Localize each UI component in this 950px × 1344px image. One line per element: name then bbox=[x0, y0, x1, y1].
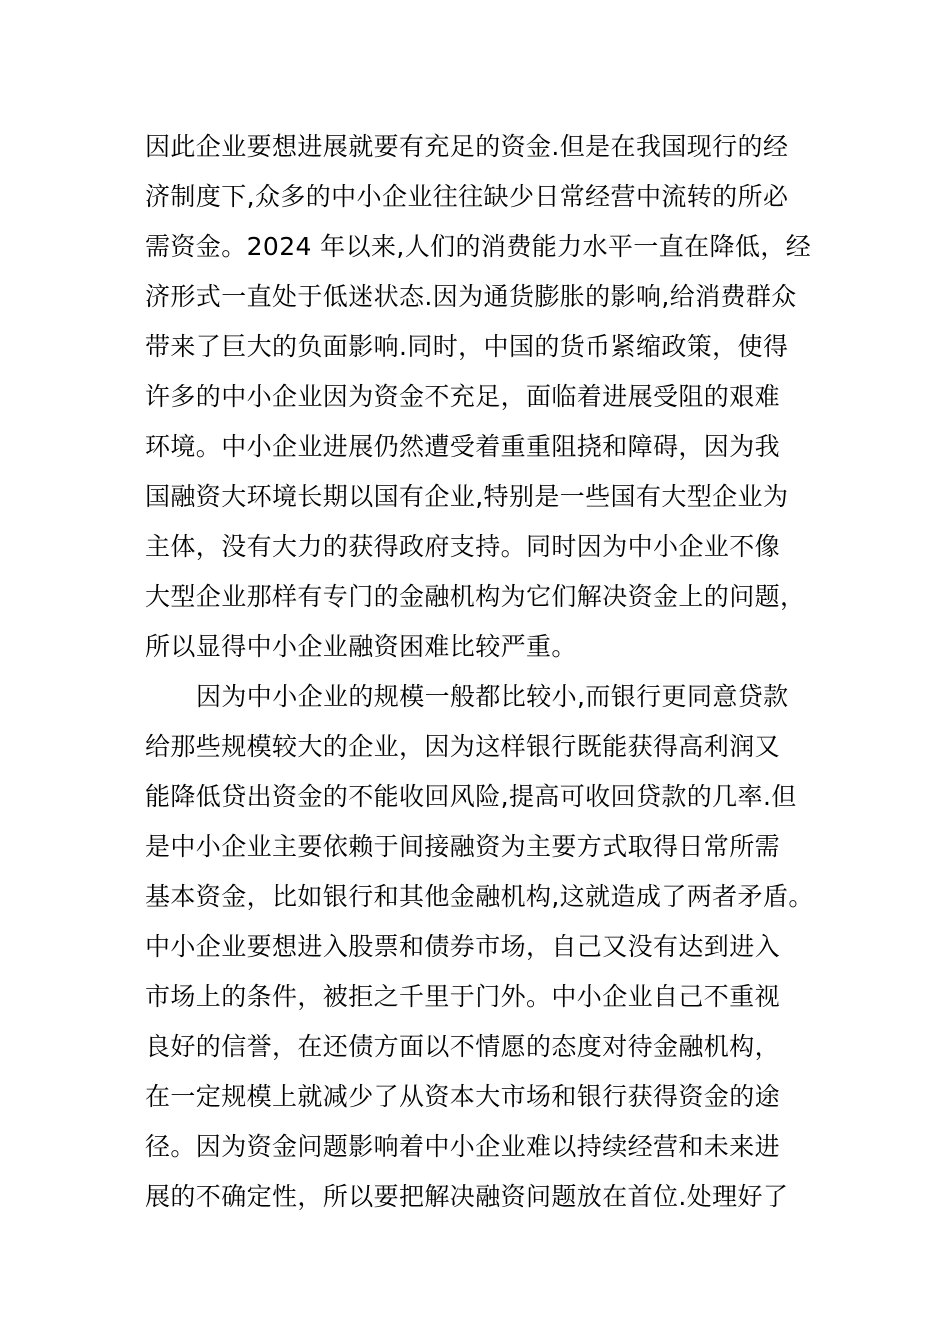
paragraph-2 bbox=[145, 672, 815, 1222]
text-line: 基本资金，比如银行和其他金融机构,这就造成了两者矛盾。 bbox=[145, 882, 814, 911]
text-line: 主体，没有大力的获得政府支持。同时因为中小企业不像 bbox=[145, 532, 781, 561]
text-line: 径。因为资金问题影响着中小企业难以持续经营和未来进 bbox=[145, 1132, 781, 1161]
text-line: 良好的信誉，在还债方面以不情愿的态度对待金融机构， bbox=[145, 1032, 781, 1061]
text-line: 济制度下,众多的中小企业往往缺少日常经营中流转的所必 bbox=[145, 182, 789, 211]
text-line-first-indented: 因为中小企业的规模一般都比较小,而银行更同意贷款 bbox=[196, 682, 789, 711]
text-line: 所以显得中小企业融资困难比较严重。 bbox=[145, 632, 577, 661]
body-text bbox=[145, 122, 815, 1222]
text-line: 因此企业要想进展就要有充足的资金.但是在我国现行的经 bbox=[145, 132, 789, 161]
text-line: 在一定规模上就减少了从资本大市场和银行获得资金的途 bbox=[145, 1082, 781, 1111]
paragraph-1 bbox=[145, 122, 815, 672]
text-line: 大型企业那样有专门的金融机构为它们解决资金上的问题， bbox=[145, 582, 806, 611]
text-line: 市场上的条件，被拒之千里于门外。中小企业自己不重视 bbox=[145, 982, 781, 1011]
text-line: 国融资大环境长期以国有企业,特别是一些国有大型企业为 bbox=[145, 482, 789, 511]
text-line: 能降低贷出资金的不能收回风险,提高可收回贷款的几率.但 bbox=[145, 782, 797, 811]
text-line: 许多的中小企业因为资金不充足，面临着进展受阻的艰难 bbox=[145, 382, 781, 411]
text-line: 环境。中小企业进展仍然遭受着重重阻挠和障碍，因为我 bbox=[145, 432, 781, 461]
text-line: 展的不确定性，所以要把解决融资问题放在首位.处理好了 bbox=[145, 1182, 789, 1211]
text-line: 给那些规模较大的企业，因为这样银行既能获得高利润又 bbox=[145, 732, 781, 761]
text-line: 是中小企业主要依赖于间接融资为主要方式取得日常所需 bbox=[145, 832, 781, 861]
text-line: 中小企业要想进入股票和债券市场，自己又没有达到进入 bbox=[145, 932, 781, 961]
text-line: 需资金。2024 年以来,人们的消费能力水平一直在降低，经 bbox=[145, 232, 812, 261]
text-line: 济形式一直处于低迷状态.因为通货膨胀的影响,给消费群众 bbox=[145, 282, 797, 311]
text-line: 带来了巨大的负面影响.同时，中国的货币紧缩政策，使得 bbox=[145, 332, 789, 361]
